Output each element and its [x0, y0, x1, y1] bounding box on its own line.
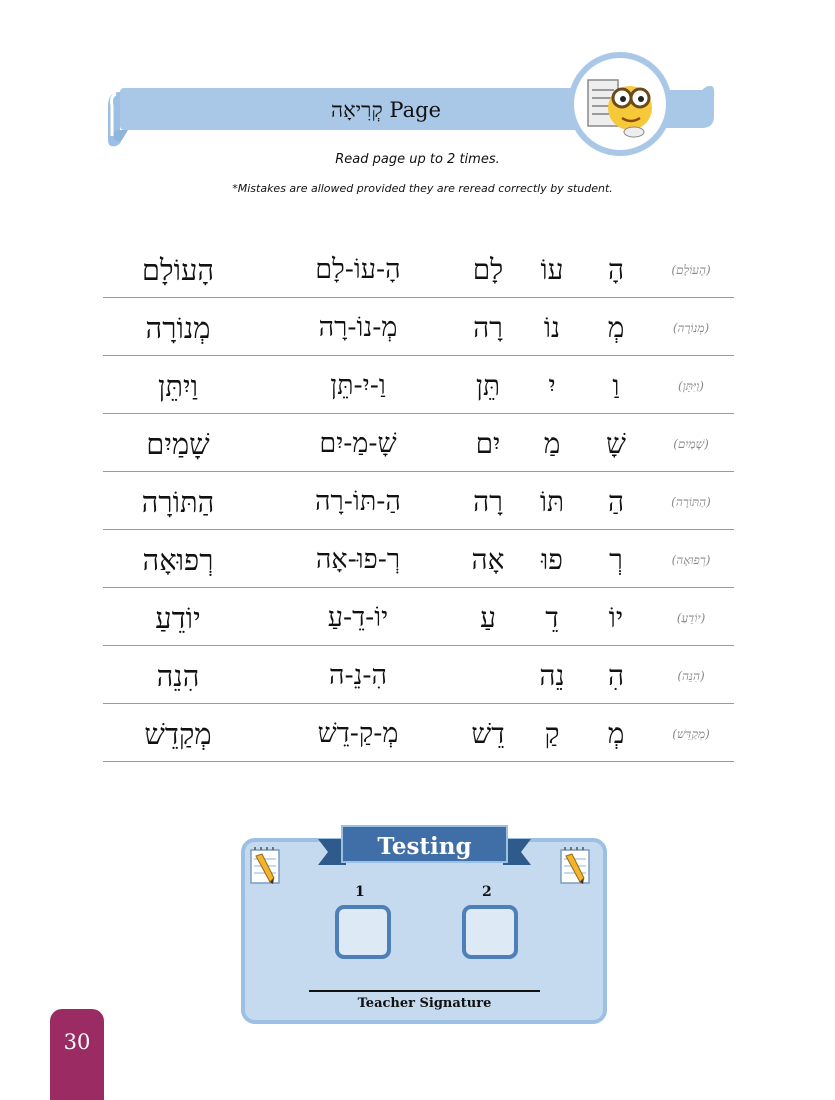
page-number: 30 — [63, 1030, 91, 1054]
notepad-pencil-icon — [558, 846, 594, 886]
syllable-2: דֵ — [545, 601, 559, 634]
table-row — [103, 704, 734, 762]
word-hint: (רְפוּאָה) — [671, 553, 711, 567]
attempt-2-label: 2 — [482, 884, 492, 900]
full-word: מְקַדֵשׁ — [144, 717, 212, 751]
table-row — [103, 298, 734, 356]
reading-character-icon — [568, 52, 672, 156]
full-word: שָׁמַיִם — [146, 427, 210, 461]
hyphenated-word: וַ-יִ-תֵּן — [330, 370, 386, 401]
signature-label: Teacher Signature — [357, 996, 492, 1011]
word-hint: (הַתּוֹרָה) — [671, 495, 711, 509]
attempt-1-checkbox[interactable] — [335, 905, 391, 959]
syllable-2: מַ — [543, 427, 561, 460]
full-word: הַתּוֹרָה — [141, 485, 215, 519]
hyphenated-word: שָׁ-מַ-יִם — [319, 428, 397, 459]
syllable-2: נוֹ — [543, 311, 561, 344]
full-word: הָעוֹלָם — [141, 253, 215, 287]
notepad-pencil-icon — [248, 846, 284, 886]
full-word: יוֹדֵעַ — [155, 601, 201, 635]
syllable-2: קַ — [544, 717, 560, 750]
table-row — [103, 414, 734, 472]
syllable-1: מְ — [607, 717, 625, 750]
syllable-1: הַ — [607, 485, 625, 518]
syllable-1: הִ — [607, 659, 625, 692]
hyphenated-word: מְ-קַ-דֵשׁ — [317, 718, 399, 749]
instruction-mistakes: *Mistakes are allowed provided they are reread correctly by student. — [232, 182, 613, 195]
hyphenated-word: יוֹ-דֵ-עַ — [327, 602, 389, 633]
table-row — [103, 646, 734, 704]
word-hint: (מְקַדֵּשׁ) — [672, 727, 710, 741]
table-row — [103, 588, 734, 646]
syllable-3: רָה — [473, 485, 503, 518]
word-hint: (וַיִּתֵּן) — [678, 379, 704, 393]
syllable-3: אָה — [471, 543, 505, 576]
syllable-1: וַ — [612, 369, 620, 402]
testing-title: Testing — [377, 833, 472, 860]
word-hint: (הָעוֹלָם) — [671, 263, 711, 277]
table-row — [103, 240, 734, 298]
syllable-3: יִם — [475, 427, 501, 460]
syllable-2: פוּ — [541, 543, 563, 576]
hyphenated-word: הַ-תּוֹ-רָה — [315, 486, 401, 517]
full-word: מְנוֹרָה — [145, 311, 211, 345]
full-word: רְפוּאָה — [142, 543, 214, 577]
page-number-tab — [50, 1009, 104, 1100]
title-hebrew: קְרִיאָה — [330, 98, 383, 122]
full-word: הִנֵה — [156, 659, 200, 693]
hyphenated-word: הָ-עוֹ-לָם — [315, 254, 401, 285]
syllable-2: יִ — [548, 369, 556, 402]
title-english: Page — [389, 98, 441, 122]
syllable-3: דֵשׁ — [471, 717, 505, 750]
hyphenated-word: הִ-נֵ-ה — [328, 660, 388, 691]
syllable-1: יוֹ — [608, 601, 624, 634]
word-hint: (יוֹדֵעַ) — [676, 611, 706, 625]
syllable-3: לָם — [472, 253, 504, 286]
syllable-1: רְ — [609, 543, 623, 576]
word-hint: (הִנֵּה) — [677, 669, 705, 683]
reading-table — [103, 240, 734, 762]
syllable-3: תֵּן — [475, 369, 501, 402]
table-row — [103, 472, 734, 530]
syllable-3: עַ — [480, 601, 496, 634]
word-hint: (מְנוֹרָה) — [672, 321, 710, 335]
word-hint: (שָׁמַיִם) — [673, 437, 709, 451]
syllable-1: מְ — [607, 311, 625, 344]
table-row — [103, 356, 734, 414]
syllable-2: עוֹ — [540, 253, 564, 286]
attempt-2-checkbox[interactable] — [462, 905, 518, 959]
syllable-1: הָ — [607, 253, 625, 286]
table-row — [103, 530, 734, 588]
signature-line[interactable] — [309, 990, 540, 992]
syllable-2: תּוֹ — [539, 485, 565, 518]
syllable-3 — [458, 646, 518, 703]
syllable-1: שָׁ — [606, 427, 626, 460]
syllable-2: נֵה — [539, 659, 565, 692]
full-word: וַיִתֵּן — [157, 369, 199, 403]
hyphenated-word: רְ-פוּ-אָה — [315, 544, 401, 575]
attempt-1-label: 1 — [355, 884, 365, 900]
instruction-read: Read page up to 2 times. — [335, 152, 500, 167]
syllable-3: רָה — [473, 311, 503, 344]
hyphenated-word: מְ-נוֹ-רָה — [318, 312, 398, 343]
